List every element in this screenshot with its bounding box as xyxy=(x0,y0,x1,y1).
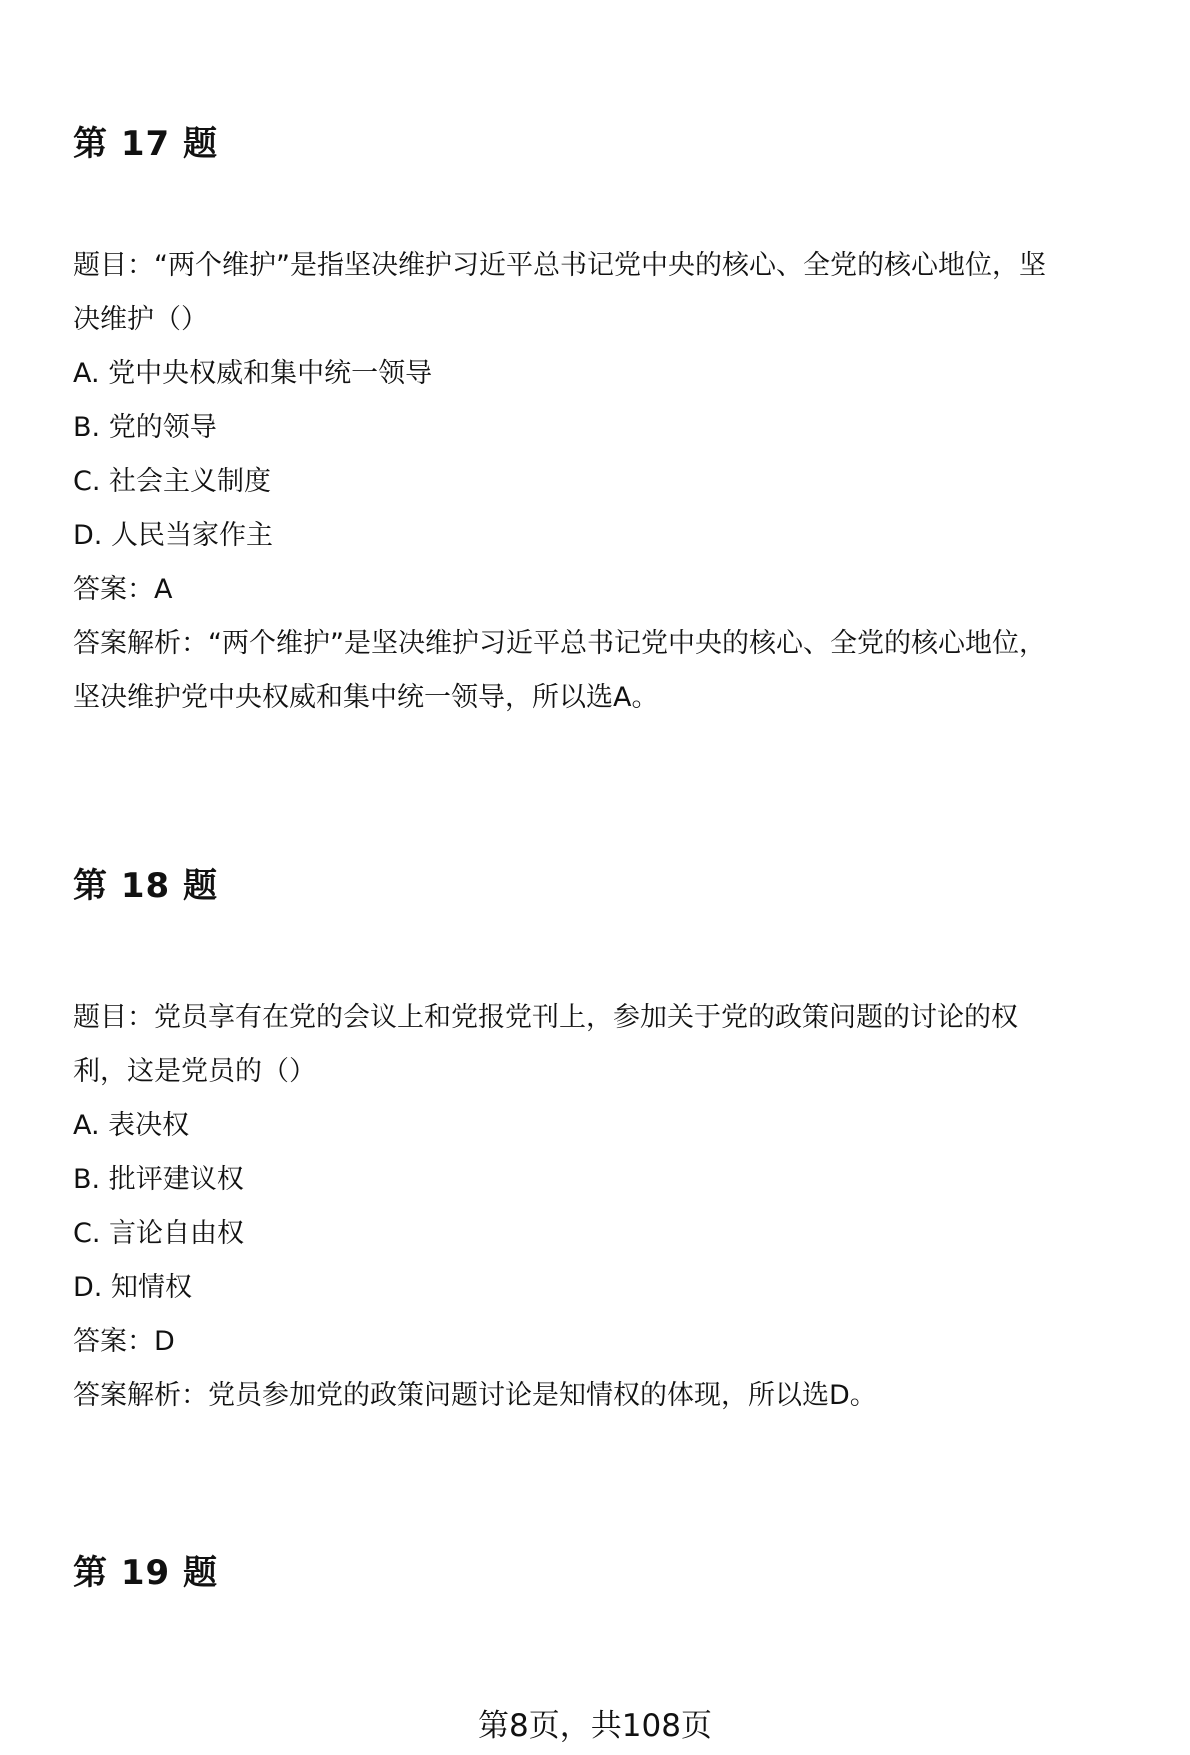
question-18-option-b: B. 批评建议权 xyxy=(73,1164,244,1195)
question-17-option-c: C. 社会主义制度 xyxy=(73,466,272,497)
question-17-stem-line2: 决维护（） xyxy=(73,304,208,335)
question-17-answer: 答案：A xyxy=(73,574,173,605)
question-18-stem-line2: 利，这是党员的（） xyxy=(73,1056,316,1087)
page-number-footer: 第8页，共108页 xyxy=(478,1708,712,1744)
question-18-stem-line1: 题目：党员享有在党的会议上和党报党刊上，参加关于党的政策问题的讨论的权 xyxy=(73,1002,1018,1033)
question-17-option-a: A. 党中央权威和集中统一领导 xyxy=(73,358,433,389)
question-17-analysis-line1: 答案解析：“两个维护”是坚决维护习近平总书记党中央的核心、全党的核心地位， xyxy=(73,628,1046,659)
question-18-answer: 答案：D xyxy=(73,1326,175,1357)
question-18-analysis-line1: 答案解析：党员参加党的政策问题讨论是知情权的体现，所以选D。 xyxy=(73,1380,877,1411)
question-17-analysis-line2: 坚决维护党中央权威和集中统一领导，所以选A。 xyxy=(73,682,659,713)
question-17-heading: 第 17 题 xyxy=(73,124,218,164)
question-17-stem-line1: 题目：“两个维护”是指坚决维护习近平总书记党中央的核心、全党的核心地位，坚 xyxy=(73,250,1046,281)
question-17-option-d: D. 人民当家作主 xyxy=(73,520,273,551)
question-19-heading: 第 19 题 xyxy=(73,1553,218,1593)
question-18-heading: 第 18 题 xyxy=(73,866,218,906)
question-17-option-b: B. 党的领导 xyxy=(73,412,217,443)
question-18-option-d: D. 知情权 xyxy=(73,1272,192,1303)
question-18-option-c: C. 言论自由权 xyxy=(73,1218,245,1249)
question-18-option-a: A. 表决权 xyxy=(73,1110,190,1141)
